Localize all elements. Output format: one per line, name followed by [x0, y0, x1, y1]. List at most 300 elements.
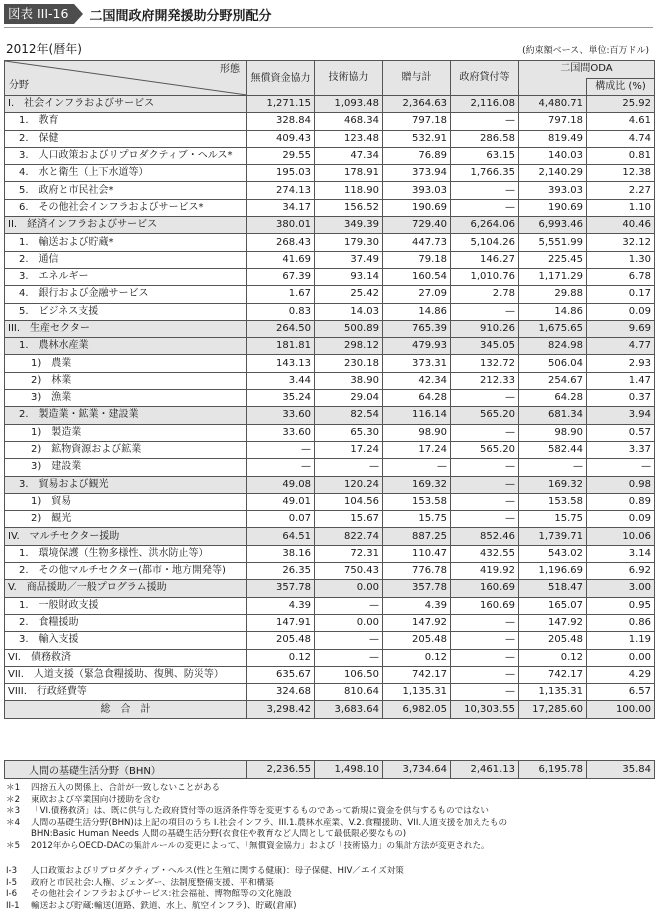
- value-cell: 29.04: [315, 390, 383, 407]
- value-cell: 143.13: [247, 355, 315, 372]
- value-cell: 178.91: [315, 165, 383, 182]
- value-cell: 286.58: [451, 130, 519, 147]
- value-cell: 76.89: [383, 147, 451, 164]
- total-value: 3,683.64: [315, 701, 383, 718]
- value-cell: 9.69: [587, 320, 655, 337]
- value-cell: 729.40: [383, 217, 451, 234]
- value-cell: 6,993.46: [519, 217, 587, 234]
- value-cell: 15.75: [519, 511, 587, 528]
- value-cell: 205.48: [519, 632, 587, 649]
- value-cell: 393.03: [383, 182, 451, 199]
- row-label: 1. 一般財政支援: [5, 597, 247, 614]
- value-cell: 254.67: [519, 372, 587, 389]
- value-cell: —: [451, 632, 519, 649]
- table-row: [5, 459, 655, 476]
- table-row: [5, 165, 655, 182]
- value-cell: 0.12: [247, 649, 315, 666]
- value-cell: 195.03: [247, 165, 315, 182]
- value-cell: 40.46: [587, 217, 655, 234]
- total-row: [5, 701, 655, 718]
- value-cell: 432.55: [451, 545, 519, 562]
- row-label: 1) 農業: [5, 355, 247, 372]
- total-label: 総 合 計: [5, 701, 247, 718]
- value-cell: 1,196.69: [519, 563, 587, 580]
- value-cell: 357.78: [383, 580, 451, 597]
- table-body: [5, 96, 655, 719]
- row-label: VIII. 行政経費等: [5, 684, 247, 701]
- value-cell: 810.64: [315, 684, 383, 701]
- row-label: IV. マルチセクター援助: [5, 528, 247, 545]
- footnote: [6, 795, 651, 807]
- value-cell: 14.03: [315, 303, 383, 320]
- row-label: III. 生産セクター: [5, 320, 247, 337]
- value-cell: 6,264.06: [451, 217, 519, 234]
- value-cell: 140.03: [519, 147, 587, 164]
- row-label: 6. その他社会インフラおよびサービス*: [5, 199, 247, 216]
- header-sector: 分野: [9, 80, 29, 91]
- definition-mark: I-5: [6, 877, 18, 888]
- value-cell: 205.48: [383, 632, 451, 649]
- value-cell: 797.18: [519, 113, 587, 130]
- value-cell: 298.12: [315, 338, 383, 355]
- footnote-text: 人間の基礎生活分野(BHN)は上記の項目のうち I.社会インフラ、III.1.農林水産業、V.2.食糧援助、VII.人道支援を加えたもの: [31, 817, 508, 828]
- header-bilateral-oda: 二国間ODA: [519, 61, 655, 79]
- value-cell: 373.31: [383, 355, 451, 372]
- footnote-mark: ＊2: [6, 794, 21, 805]
- footnote-mark: ＊3: [6, 806, 21, 816]
- total-value: 17,285.60: [519, 701, 587, 718]
- footnote: [6, 829, 651, 841]
- table-row: [5, 199, 655, 216]
- table-row: [5, 649, 655, 666]
- value-cell: 681.34: [519, 407, 587, 424]
- value-cell: 64.28: [519, 390, 587, 407]
- value-cell: 373.94: [383, 165, 451, 182]
- value-cell: 2,364.63: [383, 96, 451, 113]
- value-cell: 15.75: [383, 511, 451, 528]
- value-cell: 230.18: [315, 355, 383, 372]
- value-cell: —: [451, 113, 519, 130]
- value-cell: 49.08: [247, 476, 315, 493]
- value-cell: 212.33: [451, 372, 519, 389]
- value-cell: 447.73: [383, 234, 451, 251]
- value-cell: 156.52: [315, 199, 383, 216]
- value-cell: 64.28: [383, 390, 451, 407]
- value-cell: 345.05: [451, 338, 519, 355]
- value-cell: 393.03: [519, 182, 587, 199]
- value-cell: 190.69: [383, 199, 451, 216]
- value-cell: 4.74: [587, 130, 655, 147]
- table-row: [5, 528, 655, 545]
- row-label: VII. 人道支援（緊急食糧援助、復興、防災等）: [5, 666, 247, 683]
- row-label: 3. 輸入支援: [5, 632, 247, 649]
- row-label: 3) 建設業: [5, 459, 247, 476]
- value-cell: —: [315, 597, 383, 614]
- value-cell: —: [451, 666, 519, 683]
- value-cell: 98.90: [519, 424, 587, 441]
- value-cell: 1,675.65: [519, 320, 587, 337]
- table-row: [5, 424, 655, 441]
- value-cell: —: [451, 199, 519, 216]
- header-form: 形態: [220, 64, 240, 75]
- value-cell: —: [315, 649, 383, 666]
- value-cell: 1,766.35: [451, 165, 519, 182]
- value-cell: 110.47: [383, 545, 451, 562]
- table-row: [5, 493, 655, 510]
- footnote: [6, 783, 651, 795]
- value-cell: 468.34: [315, 113, 383, 130]
- value-cell: 10.06: [587, 528, 655, 545]
- value-cell: 635.67: [247, 666, 315, 683]
- value-cell: —: [451, 614, 519, 631]
- row-label: 3) 漁業: [5, 390, 247, 407]
- row-label: 4. 銀行および金融サービス: [5, 286, 247, 303]
- table-row: [5, 303, 655, 320]
- value-cell: 27.09: [383, 286, 451, 303]
- value-cell: 1.19: [587, 632, 655, 649]
- table-row: [5, 286, 655, 303]
- table-row: [5, 511, 655, 528]
- value-cell: —: [315, 459, 383, 476]
- value-cell: 409.43: [247, 130, 315, 147]
- row-label: 2) 林業: [5, 372, 247, 389]
- definition-text: 政府と市民社会:人権、ジェンダー、法制度整備支援、平和構築: [31, 877, 274, 888]
- footnote-mark: ＊5: [6, 840, 21, 851]
- row-label: 5. 政府と市民社会*: [5, 182, 247, 199]
- definition: [6, 878, 651, 890]
- value-cell: 169.32: [519, 476, 587, 493]
- value-cell: 4.29: [587, 666, 655, 683]
- table-row: [5, 545, 655, 562]
- value-cell: 1.30: [587, 251, 655, 268]
- value-cell: 41.69: [247, 251, 315, 268]
- value-cell: 0.00: [315, 580, 383, 597]
- table-row: [5, 563, 655, 580]
- value-cell: 852.46: [451, 528, 519, 545]
- row-label: 1) 製造業: [5, 424, 247, 441]
- value-cell: 2,140.29: [519, 165, 587, 182]
- unit-label: (約束額ベース、単位:百万ドル): [522, 46, 649, 56]
- row-label: II. 経済インフラおよびサービス: [5, 217, 247, 234]
- value-cell: 268.43: [247, 234, 315, 251]
- value-cell: —: [587, 459, 655, 476]
- value-cell: 776.78: [383, 563, 451, 580]
- bhn-oda: 6,195.78: [519, 761, 587, 779]
- value-cell: 38.16: [247, 545, 315, 562]
- table-row: [5, 666, 655, 683]
- definition: [6, 866, 651, 878]
- value-cell: 0.12: [383, 649, 451, 666]
- table-row: [5, 130, 655, 147]
- value-cell: 742.17: [519, 666, 587, 683]
- table-row: [5, 407, 655, 424]
- value-cell: 3.37: [587, 441, 655, 458]
- row-label: 2. 通信: [5, 251, 247, 268]
- value-cell: 824.98: [519, 338, 587, 355]
- header-oda-blank: [519, 78, 587, 96]
- header-grant-aid: 無償資金協力: [247, 61, 315, 96]
- value-cell: 160.54: [383, 268, 451, 285]
- value-cell: 1,171.29: [519, 268, 587, 285]
- value-cell: 2.93: [587, 355, 655, 372]
- value-cell: 29.88: [519, 286, 587, 303]
- footnote-mark: ＊1: [6, 783, 21, 793]
- value-cell: 25.42: [315, 286, 383, 303]
- value-cell: 67.39: [247, 268, 315, 285]
- row-label: 1. 環境保護（生物多様性、洪水防止等）: [5, 545, 247, 562]
- value-cell: 750.43: [315, 563, 383, 580]
- value-cell: —: [451, 390, 519, 407]
- definitions: [6, 866, 651, 912]
- arrow-icon: [74, 4, 83, 24]
- footnotes: [6, 783, 651, 852]
- definition-text: 輸送および貯蔵:輸送(道路、鉄道、水上、航空インフラ)、貯蔵(倉庫): [31, 900, 297, 911]
- bhn-grant-total: 3,734.64: [383, 761, 451, 779]
- value-cell: 500.89: [315, 320, 383, 337]
- value-cell: 17.24: [383, 441, 451, 458]
- definition-mark: I-6: [6, 889, 18, 899]
- value-cell: 565.20: [451, 407, 519, 424]
- value-cell: 0.95: [587, 597, 655, 614]
- footnote: [6, 841, 651, 853]
- value-cell: 3.94: [587, 407, 655, 424]
- row-label: 1. 教育: [5, 113, 247, 130]
- value-cell: 1.10: [587, 199, 655, 216]
- value-cell: 3.44: [247, 372, 315, 389]
- value-cell: 543.02: [519, 545, 587, 562]
- value-cell: —: [383, 459, 451, 476]
- value-cell: 4.39: [247, 597, 315, 614]
- header-share: 構成比 (%): [587, 78, 655, 96]
- value-cell: 797.18: [383, 113, 451, 130]
- value-cell: 264.50: [247, 320, 315, 337]
- value-cell: 582.44: [519, 441, 587, 458]
- value-cell: —: [451, 476, 519, 493]
- value-cell: 0.00: [315, 614, 383, 631]
- value-cell: 357.78: [247, 580, 315, 597]
- value-cell: 38.90: [315, 372, 383, 389]
- value-cell: 822.74: [315, 528, 383, 545]
- definition: [6, 889, 651, 901]
- value-cell: 147.91: [247, 614, 315, 631]
- footnote-text: 四捨五入の関係上、合計が一致しないことがある: [31, 783, 221, 793]
- header-tech-cooperation: 技術協力: [315, 61, 383, 96]
- value-cell: 6.78: [587, 268, 655, 285]
- table-row: [5, 632, 655, 649]
- value-cell: 2,116.08: [451, 96, 519, 113]
- value-cell: 29.55: [247, 147, 315, 164]
- figure-label: 図表 III-16: [4, 4, 74, 24]
- value-cell: —: [451, 459, 519, 476]
- footnote-text: 2012年からOECD-DACの集計ルールの変更によって、「無償資金協力」および「技術協力」の集計方法が変更された。: [31, 840, 490, 851]
- definition-text: 人口政策およびリプロダクティブ・ヘルス(性と生殖に関する健康)：母子保健、HIV／エイズ対策: [31, 866, 404, 876]
- value-cell: 0.57: [587, 424, 655, 441]
- value-cell: 1,135.31: [383, 684, 451, 701]
- footnote-text: BHN:Basic Human Needs 人間の基礎生活分野(衣食住や教育など人間として最低限必要なもの): [31, 829, 407, 839]
- value-cell: 4,480.71: [519, 96, 587, 113]
- row-label: 1. 農林水産業: [5, 338, 247, 355]
- value-cell: —: [451, 684, 519, 701]
- value-cell: 4.61: [587, 113, 655, 130]
- header-grant-total: 贈与計: [383, 61, 451, 96]
- table-row: [5, 147, 655, 164]
- value-cell: 190.69: [519, 199, 587, 216]
- footnote-text: 「VI.債務救済」は、既に供与した政府貸付等の返済条件等を変更するものであって新規に資金を供与するものではない: [31, 806, 489, 816]
- definition: [6, 901, 651, 913]
- footnote-mark: ＊4: [6, 817, 21, 828]
- value-cell: 1,135.31: [519, 684, 587, 701]
- value-cell: 179.30: [315, 234, 383, 251]
- value-cell: 1.67: [247, 286, 315, 303]
- title-divider: [4, 27, 653, 28]
- header-loans: 政府貸付等: [451, 61, 519, 96]
- value-cell: 0.89: [587, 493, 655, 510]
- value-cell: 324.68: [247, 684, 315, 701]
- value-cell: —: [451, 493, 519, 510]
- table-row: [5, 614, 655, 631]
- value-cell: 12.38: [587, 165, 655, 182]
- value-cell: 0.86: [587, 614, 655, 631]
- value-cell: 160.69: [451, 597, 519, 614]
- value-cell: 532.91: [383, 130, 451, 147]
- value-cell: 1,093.48: [315, 96, 383, 113]
- value-cell: 98.90: [383, 424, 451, 441]
- value-cell: 15.67: [315, 511, 383, 528]
- row-label: 4. 水と衛生（上下水道等）: [5, 165, 247, 182]
- value-cell: 33.60: [247, 424, 315, 441]
- bhn-tech: 1,498.10: [315, 761, 383, 779]
- bhn-row: [5, 761, 655, 779]
- row-label: 3. エネルギー: [5, 268, 247, 285]
- value-cell: 4.77: [587, 338, 655, 355]
- value-cell: 1.47: [587, 372, 655, 389]
- total-value: 10,303.55: [451, 701, 519, 718]
- value-cell: 1,271.15: [247, 96, 315, 113]
- row-label: 3. 人口政策およびリプロダクティブ・ヘルス*: [5, 147, 247, 164]
- diagonal-line: [5, 61, 247, 95]
- footnote-mark: [6, 829, 31, 841]
- total-value: 6,982.05: [383, 701, 451, 718]
- value-cell: 72.31: [315, 545, 383, 562]
- value-cell: 3.00: [587, 580, 655, 597]
- value-cell: 6.57: [587, 684, 655, 701]
- value-cell: 419.92: [451, 563, 519, 580]
- table-row: [5, 372, 655, 389]
- value-cell: 153.58: [383, 493, 451, 510]
- value-cell: 147.92: [519, 614, 587, 631]
- value-cell: —: [451, 511, 519, 528]
- value-cell: 518.47: [519, 580, 587, 597]
- value-cell: 17.24: [315, 441, 383, 458]
- value-cell: 380.01: [247, 217, 315, 234]
- table-row: [5, 684, 655, 701]
- footnote: [6, 806, 651, 818]
- value-cell: —: [451, 424, 519, 441]
- value-cell: 106.50: [315, 666, 383, 683]
- table-row: [5, 113, 655, 130]
- value-cell: —: [451, 182, 519, 199]
- value-cell: 123.48: [315, 130, 383, 147]
- value-cell: 2.27: [587, 182, 655, 199]
- value-cell: 118.90: [315, 182, 383, 199]
- value-cell: 35.24: [247, 390, 315, 407]
- value-cell: 910.26: [451, 320, 519, 337]
- value-cell: 349.39: [315, 217, 383, 234]
- value-cell: 1,010.76: [451, 268, 519, 285]
- value-cell: 0.07: [247, 511, 315, 528]
- row-label: V. 商品援助／一般プログラム援助: [5, 580, 247, 597]
- table-row: [5, 597, 655, 614]
- value-cell: 274.13: [247, 182, 315, 199]
- value-cell: 5,551.99: [519, 234, 587, 251]
- total-value: 3,298.42: [247, 701, 315, 718]
- value-cell: 153.58: [519, 493, 587, 510]
- value-cell: 0.37: [587, 390, 655, 407]
- value-cell: 565.20: [451, 441, 519, 458]
- table-row: [5, 476, 655, 493]
- value-cell: 34.17: [247, 199, 315, 216]
- table-row: [5, 390, 655, 407]
- value-cell: 42.34: [383, 372, 451, 389]
- value-cell: 3.14: [587, 545, 655, 562]
- bhn-share: 35.84: [587, 761, 655, 779]
- value-cell: 765.39: [383, 320, 451, 337]
- row-label: 2) 観光: [5, 511, 247, 528]
- table-row: [5, 441, 655, 458]
- value-cell: —: [519, 459, 587, 476]
- value-cell: 116.14: [383, 407, 451, 424]
- value-cell: 147.92: [383, 614, 451, 631]
- value-cell: 82.54: [315, 407, 383, 424]
- value-cell: 47.34: [315, 147, 383, 164]
- header-corner-cell: [5, 61, 247, 96]
- value-cell: 0.09: [587, 303, 655, 320]
- table-row: [5, 96, 655, 113]
- bhn-grant-aid: 2,236.55: [247, 761, 315, 779]
- value-cell: 0.17: [587, 286, 655, 303]
- value-cell: 0.81: [587, 147, 655, 164]
- definition-mark: I-3: [6, 866, 18, 876]
- row-label: VI. 債務救済: [5, 649, 247, 666]
- value-cell: —: [315, 632, 383, 649]
- table-row: [5, 268, 655, 285]
- value-cell: 0.09: [587, 511, 655, 528]
- value-cell: —: [451, 649, 519, 666]
- table-row: [5, 217, 655, 234]
- value-cell: 160.69: [451, 580, 519, 597]
- row-label: 3. 貿易および観光: [5, 476, 247, 493]
- value-cell: 0.83: [247, 303, 315, 320]
- bhn-label: 人間の基礎生活分野（BHN）: [5, 761, 247, 779]
- value-cell: 819.49: [519, 130, 587, 147]
- definition-text: その他社会インフラおよびサービス:社会福祉、博物館等の文化施設: [31, 889, 292, 899]
- table-row: [5, 338, 655, 355]
- row-label: 2. その他マルチセクター(都市・地方開発等): [5, 563, 247, 580]
- bhn-table: [4, 760, 655, 779]
- page-title: 二国間政府開発援助分野別配分: [89, 8, 272, 24]
- footnote-text: 東欧および卒業国向け援助を含む: [31, 794, 160, 805]
- row-label: 1) 貿易: [5, 493, 247, 510]
- value-cell: 146.27: [451, 251, 519, 268]
- value-cell: 181.81: [247, 338, 315, 355]
- value-cell: —: [247, 441, 315, 458]
- value-cell: 33.60: [247, 407, 315, 424]
- value-cell: 132.72: [451, 355, 519, 372]
- value-cell: 37.49: [315, 251, 383, 268]
- row-label: I. 社会インフラおよびサービス: [5, 96, 247, 113]
- value-cell: 887.25: [383, 528, 451, 545]
- value-cell: 120.24: [315, 476, 383, 493]
